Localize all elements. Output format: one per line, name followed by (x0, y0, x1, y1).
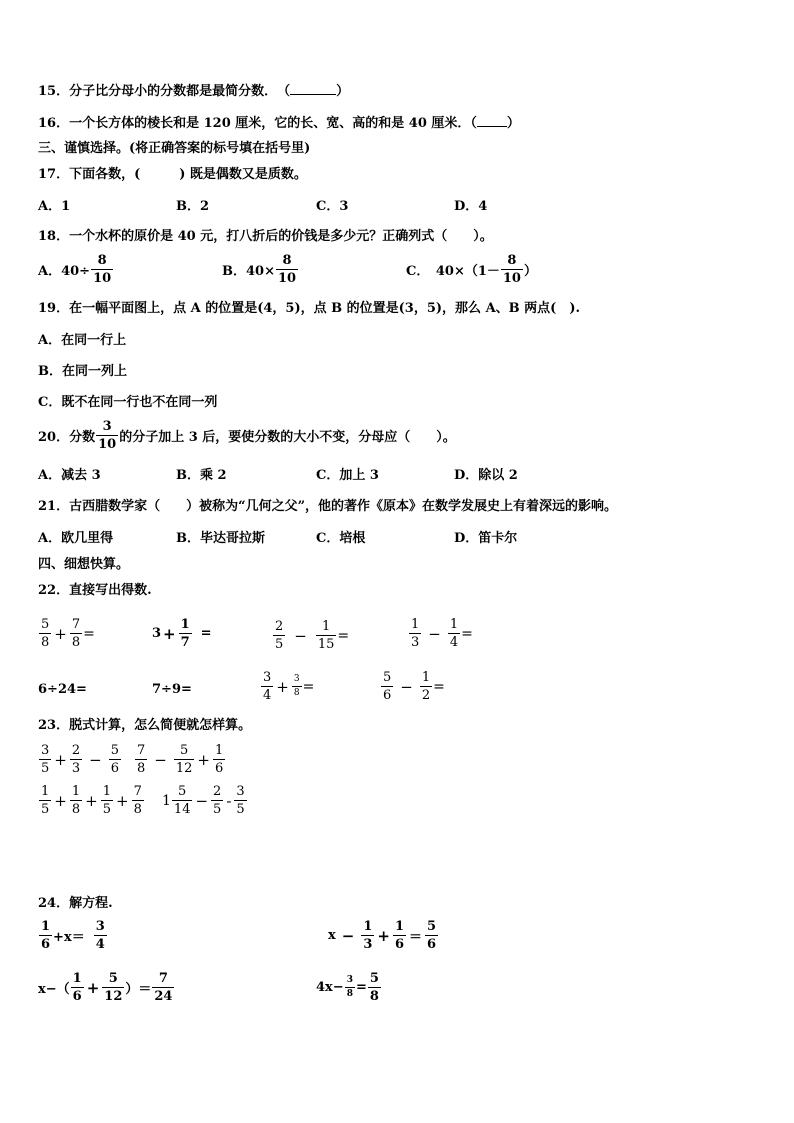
fraction: $\frac{1}{5}$ (41, 784, 50, 817)
fraction: $\frac{1}{6}$ (72, 971, 82, 1004)
fraction: $\frac{5}{14}$ (173, 784, 191, 817)
fraction: $\frac{1}{5}$ (102, 784, 111, 817)
q17-option-a[interactable]: A．1 (38, 199, 71, 214)
question-22-title: 22．直接写出得数. (38, 583, 152, 598)
fraction: $\frac{1}{3}$ (363, 919, 373, 952)
q21-option-b[interactable]: B．毕达哥拉斯 (176, 531, 265, 546)
fraction: $\frac{5}{12}$ (104, 971, 123, 1004)
q24-equation-4: 4x− $\frac{3}{8}$ = $\frac{5}{8}$ (316, 971, 379, 1004)
section-3-heading: 三、谨慎选择。(将正确答案的标号填在括号里) (38, 141, 311, 156)
question-24-title: 24．解方程. (38, 896, 113, 911)
q17-option-d[interactable]: D．4 (454, 199, 488, 214)
q22-expr-1: $\frac{5}{8}$ + $\frac{7}{8}$ = (41, 617, 95, 650)
fraction: $\frac{7}{24}$ (154, 971, 173, 1004)
q24-equation-3: x−（ $\frac{1}{6}$ + $\frac{5}{12}$ ）＝ $\frac{7}{24}$ (38, 971, 173, 1004)
fraction: $\frac{1}{7}$ (180, 617, 190, 650)
q23-expr-3: $\frac{1}{5}$ + $\frac{1}{8}$ + $\frac{1}{5}$ + $\frac{7}{8}$ (41, 784, 142, 817)
fraction: $\frac{1}{2}$ (421, 670, 431, 703)
fraction: $\frac{5}{12}$ (175, 743, 193, 776)
question-23-title: 23．脱式计算，怎么简便就怎样算。 (38, 718, 252, 733)
question-21-text: 21．古西腊数学家（ ）被称为“几何之父”，他的著作《原本》在数学发展史上有着深远的影响。 (38, 499, 618, 514)
question-20-prefix: 20．分数 (38, 430, 96, 445)
question-15: 15．分子比分母小的分数都是最简分数． （ ） (38, 84, 350, 99)
q17-option-b[interactable]: B．2 (176, 199, 210, 214)
q18-option-b[interactable]: B．40× $\frac{8}{10}$ (222, 253, 297, 286)
question-20 (38, 420, 456, 451)
fraction: $\frac{1}{4}$ (449, 617, 459, 650)
q22-expr-3: $\frac{2}{5}$ − $\frac{1}{15}$ = (275, 619, 350, 652)
fraction: $\frac{8}{10}$ (502, 253, 521, 286)
q22-expr-5: 6÷24= (38, 682, 87, 697)
fraction: $\frac{1}{8}$ (71, 784, 81, 817)
q23-expr-1: $\frac{3}{5}$ + $\frac{2}{3}$ − $\frac{5}{6}$ (41, 743, 119, 776)
q19-option-a[interactable]: A．在同一行上 (38, 333, 127, 348)
fraction: $\frac{3}{8}$ (346, 975, 353, 999)
q19-option-b[interactable]: B．在同一列上 (38, 364, 127, 379)
q21-option-c[interactable]: C．培根 (316, 531, 366, 546)
fraction: $\frac{1}{6}$ (394, 919, 405, 952)
q23-expr-2: $\frac{7}{8}$ − $\frac{5}{12}$ + $\frac{1}{6}$ (137, 743, 224, 776)
fraction: $\frac{5}{6}$ (383, 670, 392, 703)
fraction: $\frac{3}{5}$ (236, 784, 245, 817)
fraction: $\frac{1}{15}$ (317, 619, 335, 652)
q20-option-d[interactable]: D．除以 2 (454, 468, 518, 483)
fraction: $\frac{1}{6}$ (214, 743, 224, 776)
question-17-text: 17．下面各数，( ) 既是偶数又是质数。 (38, 167, 307, 182)
fraction: $\frac{8}{10}$ (93, 253, 112, 286)
q22-expr-2: 3 + $\frac{1}{7}$ = (152, 617, 212, 650)
question-16: 16．一个长方体的棱长和是 120 厘米，它的长、宽、高的和是 40 厘米．（ ） (38, 116, 520, 131)
q18-option-c[interactable]: C． 40×（1－ $\frac{8}{10}$ ） (406, 253, 537, 286)
q22-expr-7: $\frac{3}{4}$ + $\frac{3}{8}$ = (263, 670, 315, 703)
question-18-text: 18．一个水杯的原价是 40 元，打八折后的价钱是多少元？正确列式（ ）。 (38, 229, 493, 244)
q22-expr-6: 7÷9= (152, 682, 192, 697)
fraction: $\frac{2}{5}$ (275, 619, 284, 652)
fraction: $\frac{7}{8}$ (137, 743, 146, 776)
fraction: $\frac{3}{4}$ (95, 919, 105, 952)
fraction: $\frac{3}{10}$ (98, 419, 117, 452)
fraction: $\frac{1}{6}$ (41, 919, 51, 952)
q19-option-c[interactable]: C．既不在同一行也不在同一列 (38, 395, 218, 410)
fraction: $\frac{3}{5}$ (41, 743, 50, 776)
fraction: $\frac{3}{8}$ (293, 674, 300, 698)
q17-option-c[interactable]: C．3 (316, 199, 349, 214)
fraction: $\frac{7}{8}$ (71, 617, 81, 650)
answer-blank-16[interactable] (477, 114, 507, 127)
fraction: $\frac{5}{8}$ (41, 617, 50, 650)
fraction: $\frac{2}{3}$ (71, 743, 81, 776)
fraction: $\frac{5}{8}$ (369, 971, 379, 1004)
q23-expr-4: 1 $\frac{5}{14}$ − $\frac{2}{5}$ - $\frac{3}{5}$ (162, 784, 245, 817)
question-15-text: 15．分子比分母小的分数都是最简分数． （ (38, 84, 291, 99)
fraction: $\frac{5}{6}$ (110, 743, 119, 776)
q18-option-a[interactable]: A．40÷ $\frac{8}{10}$ (38, 253, 112, 286)
q20-option-b[interactable]: B．乘 2 (176, 468, 227, 483)
fraction: $\frac{1}{3}$ (411, 617, 420, 650)
fraction: $\frac{3}{4}$ (263, 670, 272, 703)
question-20-suffix: 的分子加上 3 后，要使分数的大小不变，分母应（ ）。 (119, 430, 456, 445)
q20-option-c[interactable]: C．加上 3 (316, 468, 379, 483)
question-19-text: 19．在一幅平面图上，点 A 的位置是(4，5)，点 B 的位置是(3，5)，那么 A、B 两点( ). (38, 301, 581, 316)
fraction: $\frac{5}{6}$ (427, 919, 437, 952)
q24-equation-2: x − $\frac{1}{3}$ + $\frac{1}{6}$ ＝ $\frac{5}{6}$ (328, 919, 437, 952)
q22-expr-4: $\frac{1}{3}$ − $\frac{1}{4}$ = (411, 617, 473, 650)
q21-option-a[interactable]: A．欧几里得 (38, 531, 114, 546)
question-16-text: 16．一个长方体的棱长和是 120 厘米，它的长、宽、高的和是 40 厘米．（ (38, 116, 477, 131)
fraction: $\frac{7}{8}$ (133, 784, 142, 817)
q22-expr-8: $\frac{5}{6}$ − $\frac{1}{2}$ = (383, 670, 445, 703)
fraction: $\frac{8}{10}$ (277, 253, 297, 286)
q24-equation-1: $\frac{1}{6}$ +x＝ $\frac{3}{4}$ (41, 919, 105, 952)
q21-option-d[interactable]: D．笛卡尔 (454, 531, 518, 546)
section-4-heading: 四、细想快算。 (38, 557, 130, 572)
answer-blank-15[interactable] (290, 82, 336, 95)
q20-option-a[interactable]: A．减去 3 (38, 468, 101, 483)
fraction: $\frac{2}{5}$ (213, 784, 222, 817)
